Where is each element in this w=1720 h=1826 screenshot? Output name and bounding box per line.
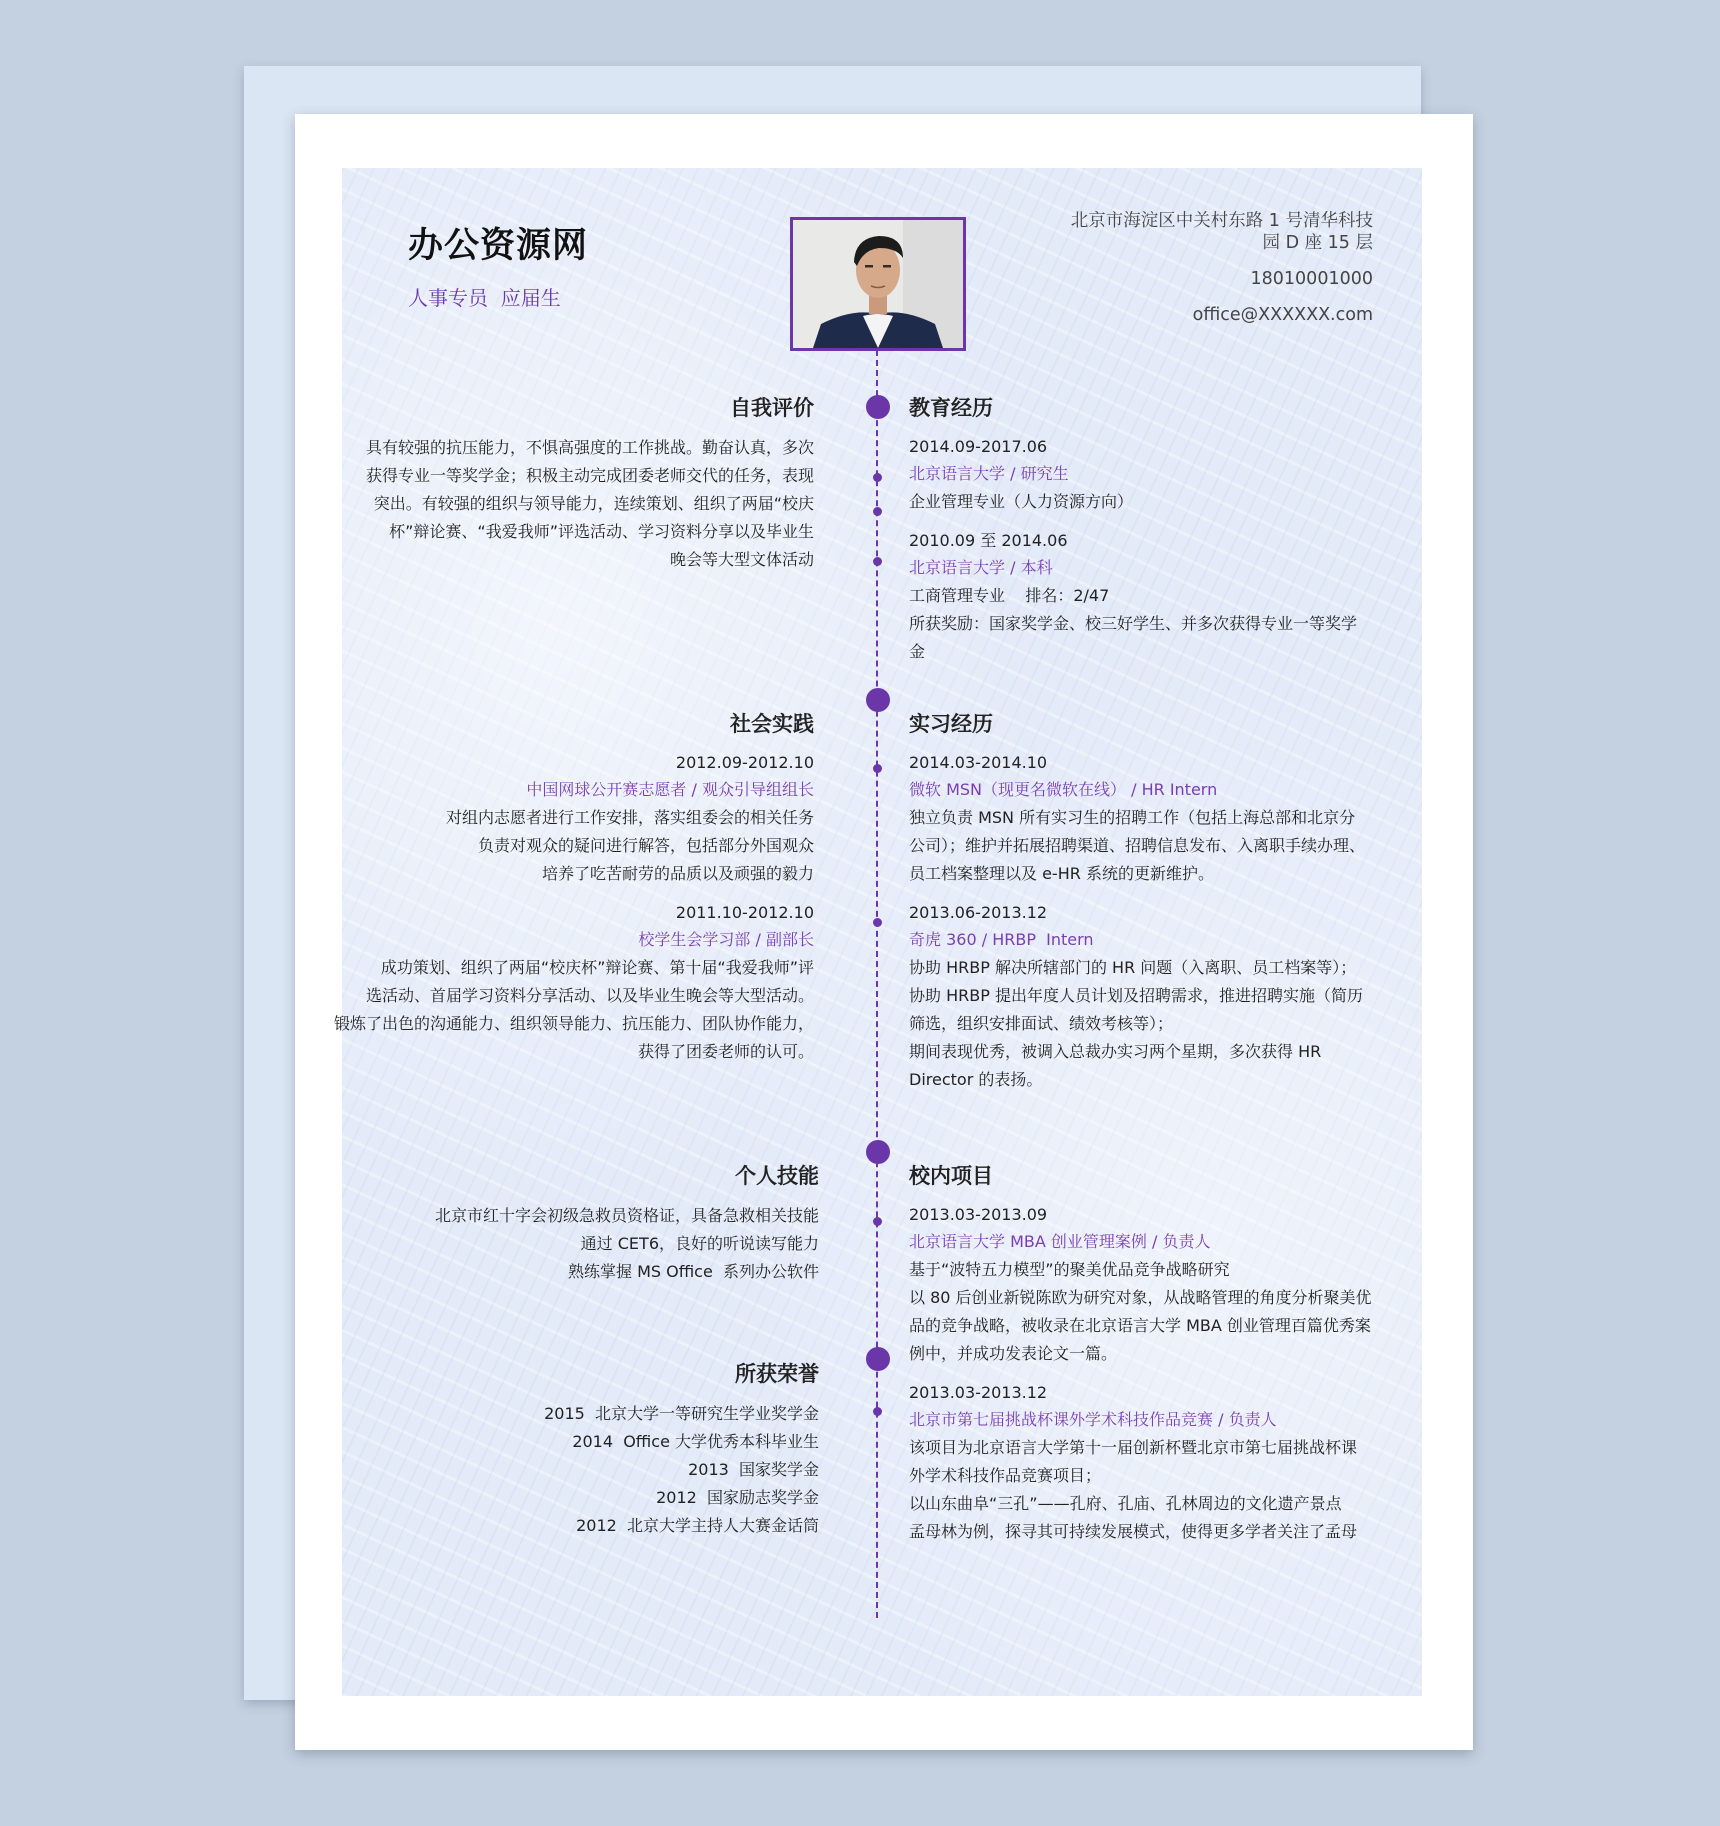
- text-line: 基于“波特五力模型”的聚美优品竞争战略研究: [909, 1260, 1230, 1279]
- text-line: 2015 北京大学一等研究生学业奖学金: [544, 1404, 819, 1423]
- project-item: [909, 1202, 1379, 1368]
- text-line: 锻炼了出色的沟通能力、组织领导能力、抗压能力、团队协作能力，: [333, 1014, 814, 1033]
- profile-photo: [790, 217, 966, 351]
- text-line: 期间表现优秀，被调入总裁办实习两个星期，多次获得 HR: [909, 1042, 1322, 1061]
- entry-org: 微软 MSN（现更名微软在线） / HR Intern: [909, 780, 1218, 799]
- text-line: 以 80 后创业新锐陈欧为研究对象，从战略管理的角度分析聚美优: [909, 1288, 1372, 1307]
- timeline-marker: [873, 764, 882, 773]
- education-section: [909, 392, 1379, 666]
- entry-date: 2014.09-2017.06: [909, 437, 1048, 456]
- entry-org: 校学生会学习部 / 副部长: [638, 930, 814, 949]
- phone: 18010001000: [1250, 269, 1373, 289]
- entry-org: 北京市第七届挑战杯课外学术科技作品竞赛 / 负责人: [909, 1410, 1277, 1429]
- entry-date: 2013.03-2013.09: [909, 1205, 1048, 1224]
- address-line-1: 北京市海淀区中关村东路 1 号清华科技: [1070, 211, 1373, 231]
- portrait-avatar: [793, 220, 963, 348]
- text-line: 选活动、首届学习资料分享活动、以及毕业生晚会等大型活动。: [365, 986, 814, 1005]
- timeline-marker: [873, 1217, 882, 1226]
- section-title-projects: 校内项目: [909, 1164, 993, 1188]
- text-line: 协助 HRBP 提出年度人员计划及招聘需求，推进招聘实施（简历: [909, 986, 1363, 1005]
- entry-date: 2011.10-2012.10: [675, 903, 814, 922]
- social-item: [334, 900, 814, 1066]
- entry-date: 2013.03-2013.12: [909, 1383, 1048, 1402]
- projects-section: [909, 1160, 1379, 1546]
- text-line: 晚会等大型文体活动: [669, 550, 814, 569]
- section-title-skills: 个人技能: [735, 1164, 819, 1188]
- timeline-node-education: [866, 395, 890, 419]
- timeline-marker: [873, 557, 882, 566]
- text-line: 具有较强的抗压能力，不惧高强度的工作挑战。勤奋认真，多次: [365, 438, 814, 457]
- self-eval-section: [366, 392, 844, 574]
- project-item: [909, 1380, 1379, 1546]
- text-line: 北京市红十字会初级急救员资格证，具备急救相关技能: [434, 1206, 819, 1225]
- text-line: 培养了吃苦耐劳的品质以及顽强的毅力: [541, 864, 814, 883]
- entry-org: 北京语言大学 / 研究生: [909, 464, 1069, 483]
- section-title-social: 社会实践: [730, 712, 814, 736]
- text-line: 2014 Office 大学优秀本科毕业生: [572, 1432, 819, 1451]
- internship-item: [909, 750, 1379, 888]
- text-line: 以山东曲阜“三孔”——孔府、孔庙、孔林周边的文化遗产景点: [909, 1494, 1342, 1513]
- text-line: 工商管理专业 排名：2/47: [909, 586, 1110, 605]
- text-line: 2012 北京大学主持人大赛金话筒: [576, 1516, 819, 1535]
- text-line: 负责对观众的疑问进行解答，包括部分外国观众: [477, 836, 814, 855]
- candidate-name: 办公资源网: [408, 226, 589, 266]
- internship-item: [909, 900, 1379, 1094]
- section-title-internship: 实习经历: [909, 712, 993, 736]
- timeline-marker: [873, 918, 882, 927]
- entry-date: 2014.03-2014.10: [909, 753, 1048, 772]
- section-title-honors: 所获荣誉: [735, 1362, 819, 1386]
- text-line: 独立负责 MSN 所有实习生的招聘工作（包括上海总部和北京分: [909, 808, 1356, 827]
- education-item: [909, 528, 1379, 666]
- timeline-node-projects: [866, 1140, 890, 1164]
- timeline-node-internship: [866, 688, 890, 712]
- text-line: 通过 CET6，良好的听说读写能力: [580, 1234, 819, 1253]
- self-eval-text: [366, 434, 814, 574]
- honors-section: [544, 1358, 844, 1540]
- address: [1071, 210, 1373, 254]
- entry-org: 奇虎 360 / HRBP Intern: [909, 930, 1094, 949]
- text-line: 对组内志愿者进行工作安排，落实组委会的相关任务: [445, 808, 814, 827]
- text-line: 该项目为北京语言大学第十一届创新杯暨北京市第七届挑战杯课: [909, 1438, 1358, 1457]
- text-line: 外学术科技作品竞赛项目；: [909, 1466, 1102, 1485]
- social-practice-section: [334, 708, 844, 1066]
- text-line: 所获奖励：国家奖学金、校三好学生、并多次获得专业一等奖学: [909, 614, 1358, 633]
- entry-org: 北京语言大学 / 本科: [909, 558, 1053, 577]
- section-title-education: 教育经历: [909, 396, 993, 420]
- social-item: [334, 750, 814, 888]
- text-line: 成功策划、组织了两届“校庆杯”辩论赛、第十届“我爱我师”评: [380, 958, 814, 977]
- entry-date: 2013.06-2013.12: [909, 903, 1048, 922]
- text-line: 企业管理专业（人力资源方向）: [909, 492, 1134, 511]
- text-line: 孟母林为例，探寻其可持续发展模式，使得更多学者关注了孟母: [909, 1522, 1358, 1541]
- timeline-marker: [873, 1407, 882, 1416]
- education-item: [909, 434, 1379, 516]
- entry-org: 中国网球公开赛志愿者 / 观众引导组组长: [526, 780, 814, 799]
- text-line: 杯”辩论赛、“我爱我师”评选活动、学习资料分享以及毕业生: [389, 522, 814, 541]
- text-line: 获得专业一等奖学金；积极主动完成团委老师交代的任务，表现: [365, 466, 814, 485]
- text-line: 协助 HRBP 解决所辖部门的 HR 问题（入离职、员工档案等）；: [909, 958, 1357, 977]
- address-line-2: 园 D 座 15 层: [1262, 233, 1373, 253]
- entry-org: 北京语言大学 MBA 创业管理案例 / 负责人: [909, 1232, 1211, 1251]
- text-line: 突出。有较强的组织与领导能力，连续策划、组织了两届“校庆: [373, 494, 814, 513]
- text-line: 品的竞争战略，被收录在北京语言大学 MBA 创业管理百篇优秀案: [909, 1316, 1371, 1335]
- timeline-marker: [873, 507, 882, 516]
- text-line: 筛选，组织安排面试、绩效考核等）；: [909, 1014, 1174, 1033]
- text-line: 获得了团委老师的认可。: [637, 1042, 814, 1061]
- section-title-self-eval: 自我评价: [730, 396, 814, 420]
- text-line: 员工档案整理以及 e-HR 系统的更新维护。: [909, 864, 1214, 883]
- internship-section: [909, 708, 1379, 1094]
- candidate-role: 人事专员 应届生: [408, 286, 561, 310]
- entry-date: 2010.09 至 2014.06: [909, 531, 1068, 550]
- text-line: 熟练掌握 MS Office 系列办公软件: [567, 1262, 819, 1281]
- skills-section: [435, 1160, 844, 1286]
- timeline-marker: [873, 473, 882, 482]
- text-line: Director 的表扬。: [909, 1070, 1043, 1089]
- text-line: 2013 国家奖学金: [688, 1460, 819, 1479]
- timeline-node-honors: [866, 1347, 890, 1371]
- text-line: 2012 国家励志奖学金: [656, 1488, 819, 1507]
- text-line: 公司）；维护并拓展招聘渠道、招聘信息发布、入离职手续办理、: [909, 836, 1366, 855]
- entry-date: 2012.09-2012.10: [675, 753, 814, 772]
- timeline-line: [876, 350, 878, 1618]
- text-line: 例中，并成功发表论文一篇。: [909, 1344, 1118, 1363]
- email[interactable]: office@XXXXXX.com: [1192, 305, 1373, 325]
- text-line: 金: [909, 642, 926, 661]
